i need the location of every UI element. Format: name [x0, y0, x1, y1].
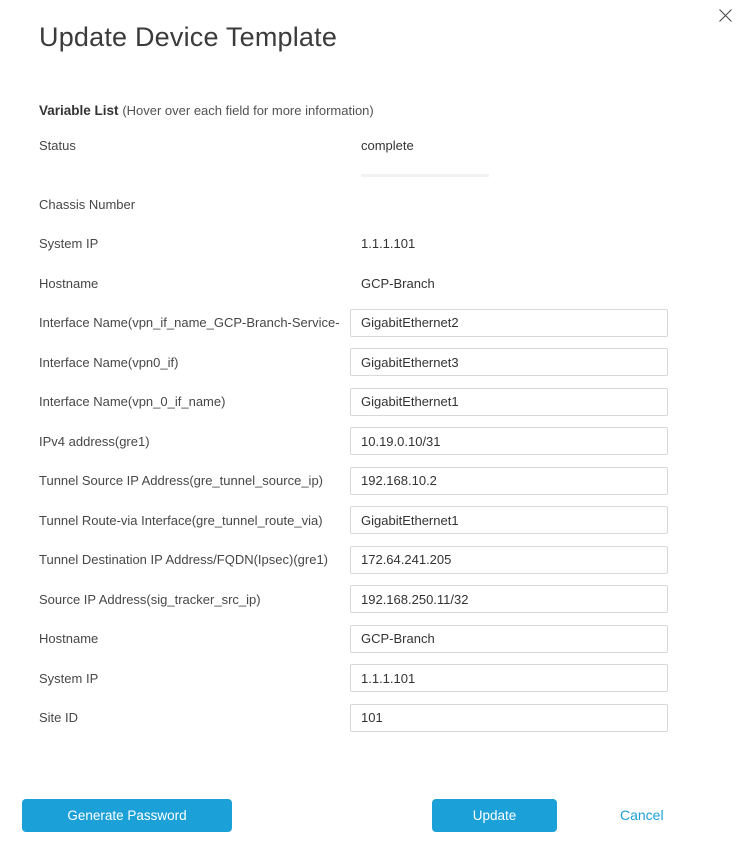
form-row-chassis-number — [0, 185, 752, 225]
field-value-hostname: GCP-Branch — [361, 275, 435, 291]
field-input-ipv4-address-gre1[interactable] — [350, 427, 668, 455]
spacer-row — [0, 166, 752, 185]
field-value-system-ip: 1.1.1.101 — [361, 236, 416, 252]
faint-text-artifact — [361, 174, 489, 177]
field-input-source-ip-address-sig-tracker[interactable] — [350, 585, 668, 613]
field-label-interface-name-vpn0-if: Interface Name(vpn0_if) — [39, 354, 179, 370]
generate-password-button[interactable]: Generate Password — [22, 799, 232, 832]
dialog-title: Update Device Template — [39, 22, 338, 52]
variable-list — [0, 126, 752, 738]
field-label-hostname: Hostname — [39, 275, 99, 291]
close-button[interactable] — [716, 6, 734, 24]
form-row-hostname-2 — [0, 619, 752, 659]
form-row-interface-name-vpn-if-name-gcp-branch-service — [0, 303, 752, 343]
form-row-interface-name-vpn-0-if-name — [0, 382, 752, 422]
field-input-tunnel-destination-ip-address[interactable] — [350, 546, 668, 574]
field-input-hostname-2[interactable] — [350, 625, 668, 653]
field-input-system-ip-2[interactable] — [350, 664, 668, 692]
field-label-tunnel-source-ip-address: Tunnel Source IP Address(gre_tunnel_source_ip) — [39, 473, 324, 489]
field-input-interface-name-vpn0-if[interactable] — [350, 348, 668, 376]
form-row-interface-name-vpn0-if — [0, 343, 752, 383]
variable-list-hint: (Hover over each field for more information) — [122, 103, 374, 118]
field-input-tunnel-source-ip-address[interactable] — [350, 467, 668, 495]
update-button[interactable]: Update — [432, 799, 557, 832]
dialog-footer — [0, 799, 752, 832]
field-label-interface-name-vpn-0-if-name: Interface Name(vpn_0_if_name) — [39, 394, 226, 410]
field-input-tunnel-route-via-interface[interactable] — [350, 506, 668, 534]
form-row-ipv4-address-gre1 — [0, 422, 752, 462]
form-row-system-ip-2 — [0, 659, 752, 699]
field-label-tunnel-route-via-interface: Tunnel Route-via Interface(gre_tunnel_route_via) — [39, 512, 323, 528]
field-label-hostname-2: Hostname — [39, 631, 99, 647]
field-label-tunnel-destination-ip-address: Tunnel Destination IP Address/FQDN(Ipsec)(gre1) — [39, 552, 329, 568]
field-value-status: complete — [361, 138, 414, 154]
field-label-system-ip: System IP — [39, 236, 99, 252]
field-label-chassis-number: Chassis Number — [39, 196, 136, 212]
variable-list-heading: Variable List — [39, 103, 119, 118]
field-label-system-ip-2: System IP — [39, 670, 99, 686]
field-input-site-id[interactable] — [350, 704, 668, 732]
form-row-tunnel-destination-ip-address — [0, 540, 752, 580]
form-row-tunnel-route-via-interface — [0, 501, 752, 541]
form-row-system-ip — [0, 224, 752, 264]
field-input-interface-name-vpn-0-if-name[interactable] — [350, 388, 668, 416]
field-label-site-id: Site ID — [39, 710, 79, 726]
field-label-interface-name-vpn-if-name-gcp-branch-service: Interface Name(vpn_if_name_GCP-Branch-Service- — [39, 315, 340, 331]
form-row-status — [0, 126, 752, 166]
field-label-source-ip-address-sig-tracker: Source IP Address(sig_tracker_src_ip) — [39, 591, 261, 607]
cancel-button[interactable]: Cancel — [614, 806, 670, 824]
form-row-site-id — [0, 698, 752, 738]
variable-list-heading-row — [39, 103, 752, 119]
field-label-ipv4-address-gre1: IPv4 address(gre1) — [39, 433, 150, 449]
close-icon — [718, 11, 733, 26]
form-row-hostname — [0, 264, 752, 304]
field-input-interface-name-vpn-if-name-gcp-branch-service[interactable] — [350, 309, 668, 337]
form-row-source-ip-address-sig-tracker — [0, 580, 752, 620]
field-label-status: Status — [39, 138, 76, 154]
form-row-tunnel-source-ip-address — [0, 461, 752, 501]
